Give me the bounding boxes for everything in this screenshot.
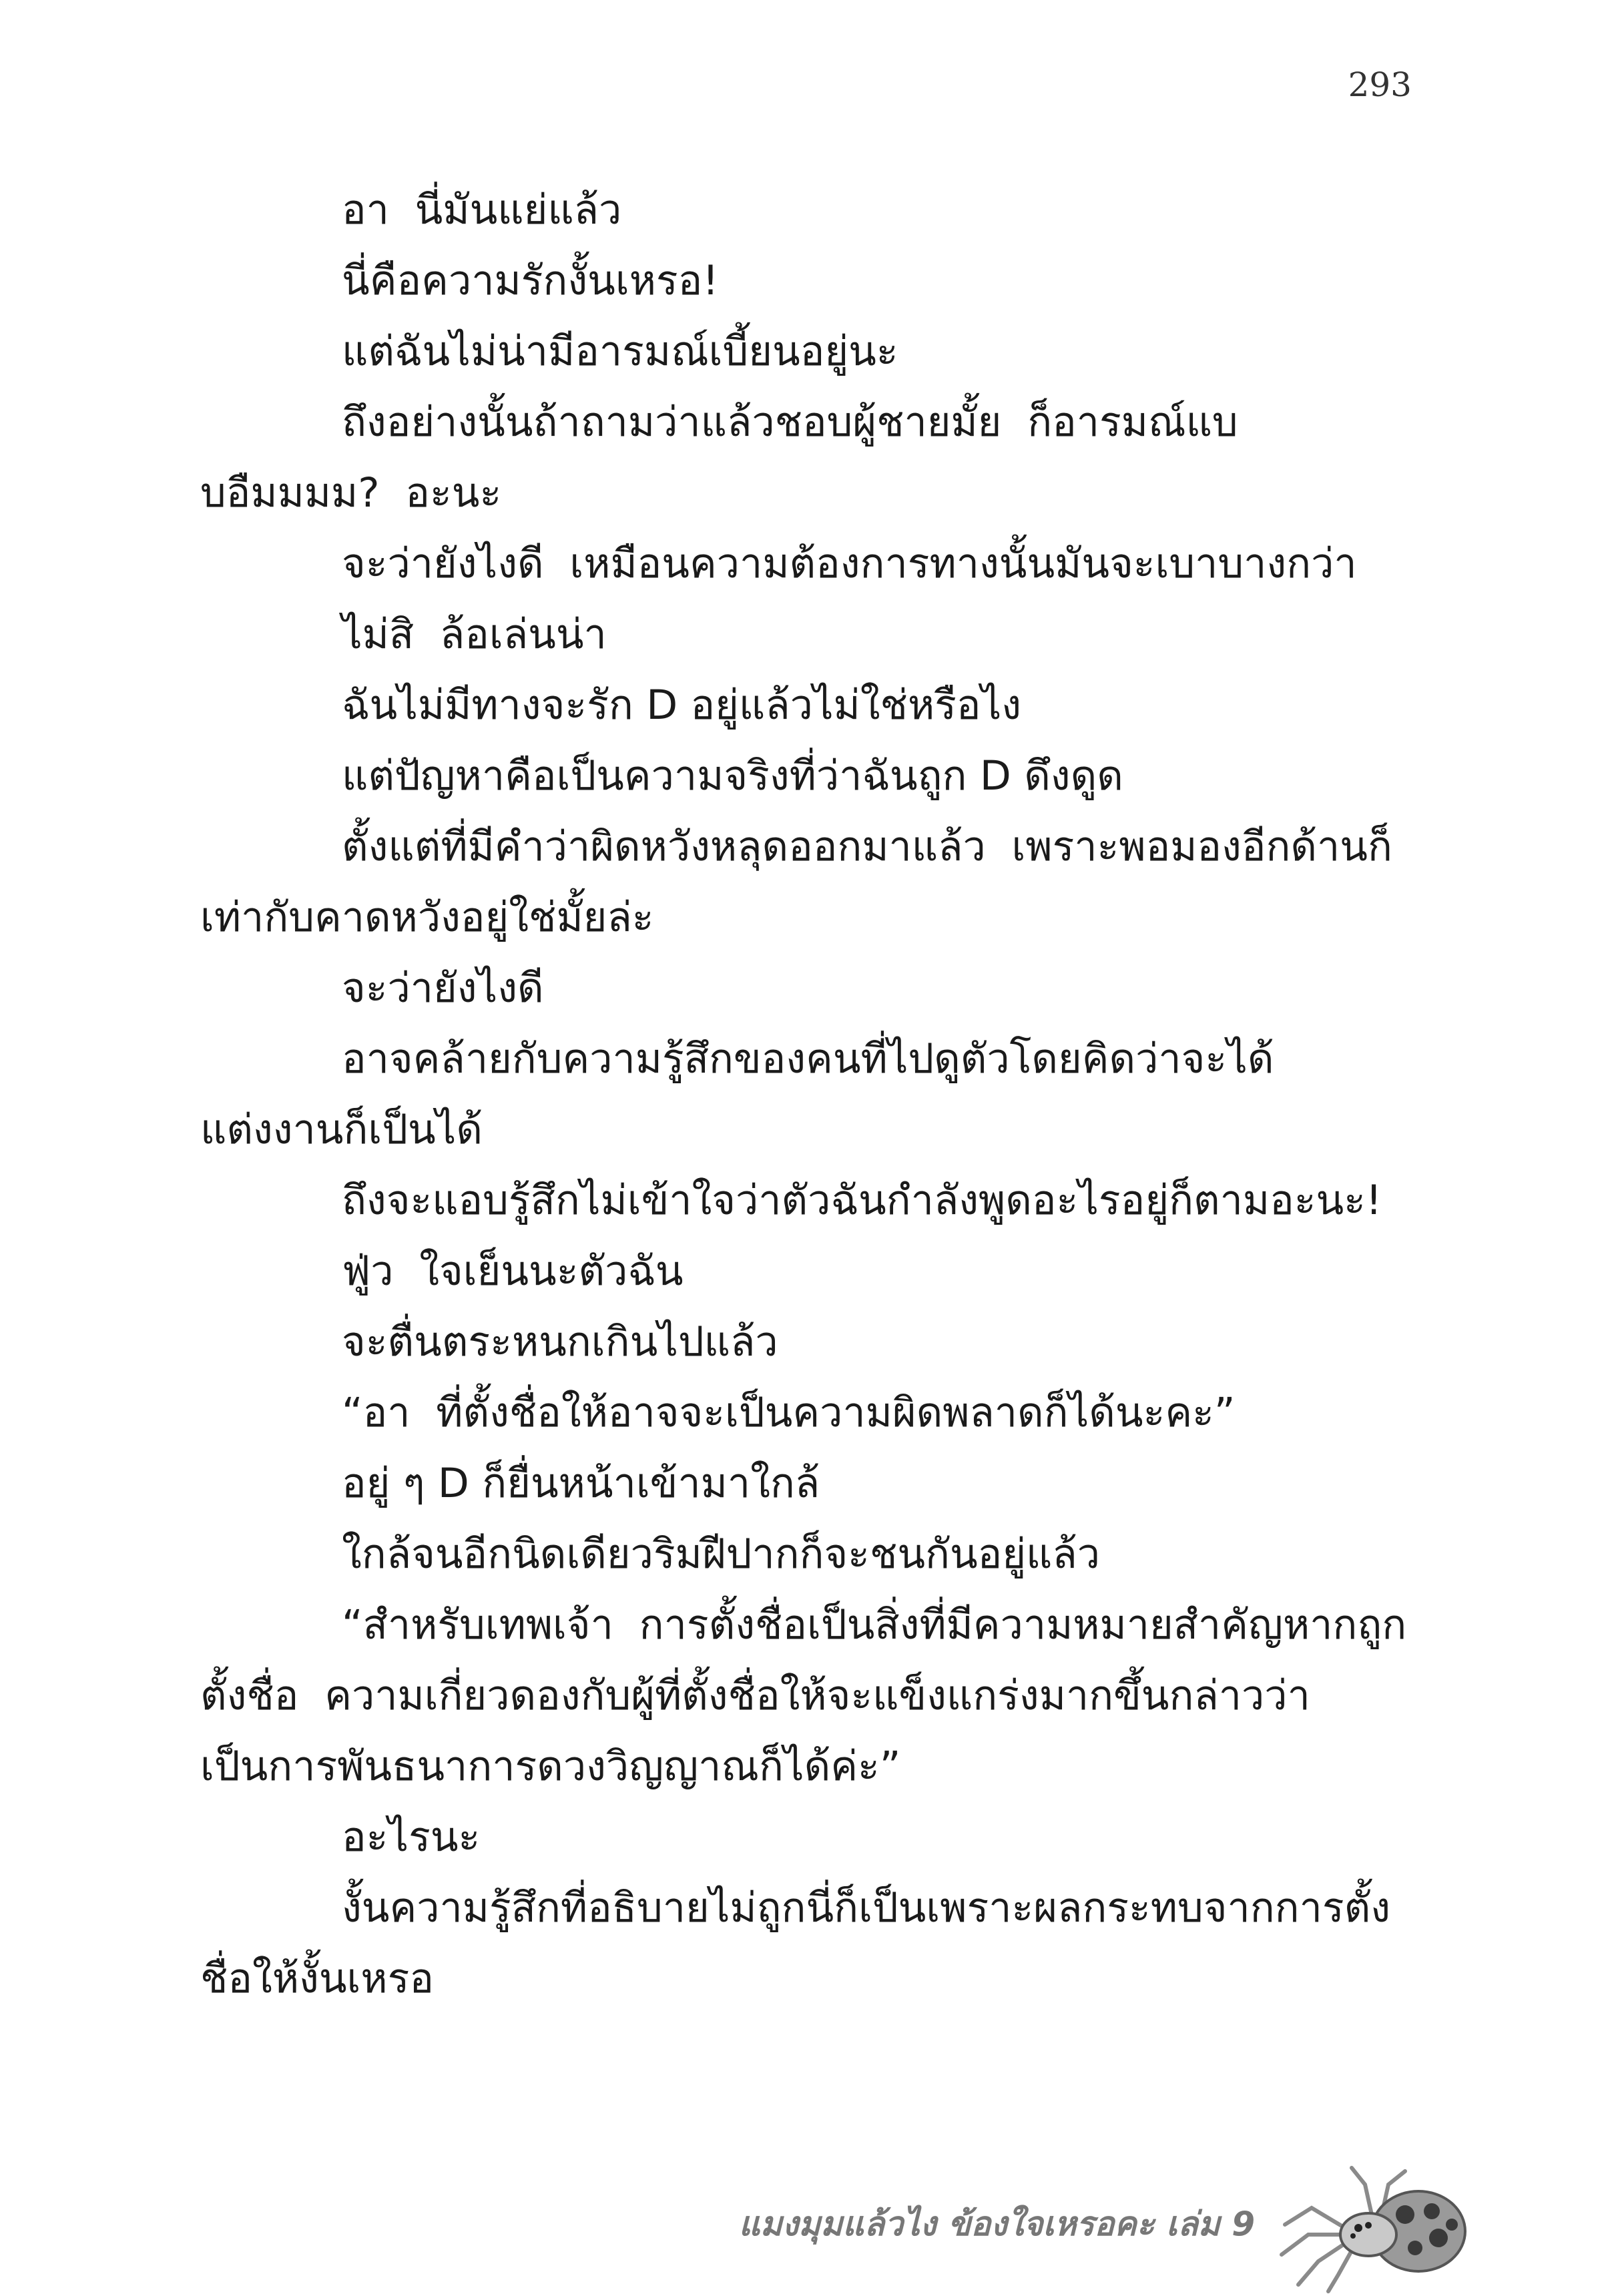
paragraph: อะไรนะ — [342, 1813, 481, 1861]
paragraph: “อา ที่ตั้งชื่อให้อาจจะเป็นความผิดพลาดก็ได้นะคะ” — [342, 1389, 1236, 1436]
page-number: 293 — [1348, 65, 1412, 104]
paragraph: ใกล้จนอีกนิดเดียวริมฝีปากก็จะชนกันอยู่แล้ว — [342, 1530, 1101, 1578]
paragraph: ไม่สิ ล้อเล่นน่า — [342, 611, 607, 658]
body-text — [200, 175, 1415, 2014]
paragraph: ฉันไม่มีทางจะรัก D อยู่แล้วไม่ใช่หรือไง — [342, 681, 1022, 729]
paragraph: แต่ปัญหาคือเป็นความจริงที่ว่าฉันถูก D ดึงดูด — [342, 752, 1123, 800]
paragraph: ตั้งแต่ที่มีคำว่าผิดหวังหลุดออกมาแล้ว เพราะพอมองอีกด้านก็เท่ากับคาดหวังอยู่ใช่มั้ยล่ะ — [200, 823, 1392, 941]
paragraph: “สำหรับเทพเจ้า การตั้งชื่อเป็นสิ่งที่มีความหมายสำคัญหากถูกตั้งชื่อ ความเกี่ยวดองกับผู้ที่ตั้งชื่อให้จะแข็งแกร่งมากขึ้นกล่าวว่าเป็นการพันธนาการดวงวิญญาณก็ได้ค่ะ” — [200, 1601, 1407, 1790]
running-title: แมงมุมแล้วไง ข้องใจเหรอคะ เล่ม 9 — [738, 2205, 1255, 2243]
paragraph: จะตื่นตระหนกเกินไปแล้ว — [342, 1318, 778, 1366]
paragraph: งั้นความรู้สึกที่อธิบายไม่ถูกนี่ก็เป็นเพราะผลกระทบจากการตั้งชื่อให้งั้นเหรอ — [200, 1884, 1391, 2002]
page-footer — [667, 2161, 1535, 2295]
paragraph: อา นี่มันแย่แล้ว — [342, 186, 622, 234]
paragraph: อยู่ ๆ D ก็ยื่นหน้าเข้ามาใกล้ — [342, 1460, 820, 1507]
paragraph: ฟู่ว ใจเย็นนะตัวฉัน — [342, 1247, 684, 1295]
paragraph: ถึงอย่างนั้นถ้าถามว่าแล้วชอบผู้ชายมั้ย ก็อารมณ์แบบอืมมมม? อะนะ — [200, 398, 1238, 517]
paragraph: อาจคล้ายกับความรู้สึกของคนที่ไปดูตัวโดยคิดว่าจะได้แต่งงานก็เป็นได้ — [200, 1035, 1274, 1153]
paragraph: นี่คือความรักงั้นเหรอ! — [342, 257, 719, 304]
paragraph: จะว่ายังไงดี — [342, 964, 544, 1012]
paragraph: ถึงจะแอบรู้สึกไม่เข้าใจว่าตัวฉันกำลังพูดอะไรอยู่ก็ตามอะนะ! — [342, 1177, 1382, 1224]
spider-icon — [1272, 2161, 1472, 2295]
paragraph: จะว่ายังไงดี เหมือนความต้องการทางนั้นมันจะเบาบางกว่า — [342, 540, 1357, 587]
paragraph: แต่ฉันไม่น่ามีอารมณ์เบี้ยนอยู่นะ — [342, 328, 898, 375]
